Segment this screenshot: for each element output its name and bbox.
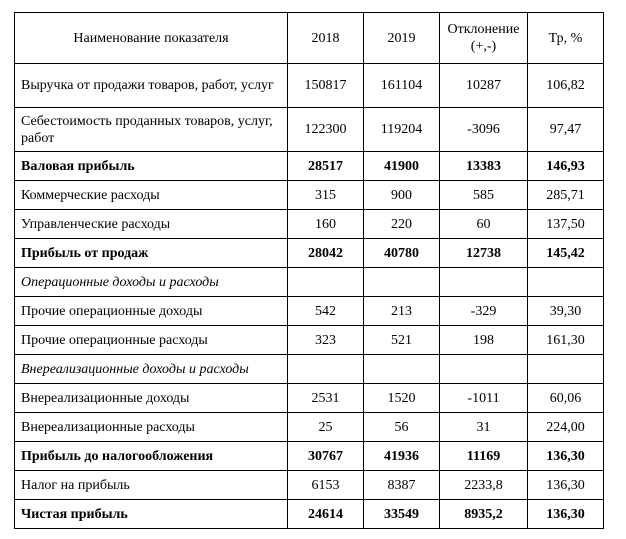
value-2019: 56: [364, 413, 440, 442]
value-deviation: -3096: [440, 108, 528, 152]
value-growth: 39,30: [528, 297, 604, 326]
table-row-total: [15, 500, 604, 529]
value-2019: 8387: [364, 471, 440, 500]
value-2019: 213: [364, 297, 440, 326]
value-2019: 1520: [364, 384, 440, 413]
table-container: [14, 12, 604, 529]
table-row: [15, 210, 604, 239]
header-indicator-name: Наименование показателя: [15, 13, 288, 64]
indicator-name: Прочие операционные расходы: [15, 326, 288, 355]
value-2019: 521: [364, 326, 440, 355]
value-growth: 97,47: [528, 108, 604, 152]
value-growth: 60,06: [528, 384, 604, 413]
value-2019: 220: [364, 210, 440, 239]
table-row: [15, 181, 604, 210]
value-deviation: 10287: [440, 64, 528, 108]
value-deviation: [440, 355, 528, 384]
header-growth-rate: Тр, %: [528, 13, 604, 64]
table-header: [15, 13, 604, 64]
value-2018: 30767: [288, 442, 364, 471]
header-year-2018: 2018: [288, 13, 364, 64]
value-growth: 161,30: [528, 326, 604, 355]
value-deviation: [440, 268, 528, 297]
value-growth: 285,71: [528, 181, 604, 210]
indicator-name: Себестоимость проданных товаров, услуг, работ: [15, 108, 288, 152]
value-deviation: 8935,2: [440, 500, 528, 529]
value-2018: 28517: [288, 152, 364, 181]
indicator-name: Налог на прибыль: [15, 471, 288, 500]
table-row: [15, 471, 604, 500]
financial-results-table: [14, 12, 604, 529]
header-row: [15, 13, 604, 64]
value-2019: 161104: [364, 64, 440, 108]
value-2019: 41900: [364, 152, 440, 181]
value-2018: 6153: [288, 471, 364, 500]
indicator-name: Внереализационные доходы: [15, 384, 288, 413]
value-2018: 315: [288, 181, 364, 210]
value-deviation: 12738: [440, 239, 528, 268]
value-2019: 900: [364, 181, 440, 210]
value-2018: 25: [288, 413, 364, 442]
table-body: [15, 64, 604, 529]
value-2019: 33549: [364, 500, 440, 529]
table-row: [15, 384, 604, 413]
header-deviation: Отклонение (+,-): [440, 13, 528, 64]
value-2019: [364, 355, 440, 384]
value-growth: 106,82: [528, 64, 604, 108]
table-row-subtotal: [15, 152, 604, 181]
indicator-name: Чистая прибыль: [15, 500, 288, 529]
table-row-section: [15, 268, 604, 297]
indicator-name: Прибыль до налогообложения: [15, 442, 288, 471]
indicator-name: Управленческие расходы: [15, 210, 288, 239]
value-deviation: -329: [440, 297, 528, 326]
value-growth: 137,50: [528, 210, 604, 239]
value-deviation: -1011: [440, 384, 528, 413]
indicator-name: Коммерческие расходы: [15, 181, 288, 210]
section-heading: Операционные доходы и расходы: [15, 268, 288, 297]
indicator-name: Прочие операционные доходы: [15, 297, 288, 326]
value-2018: 150817: [288, 64, 364, 108]
table-row: [15, 108, 604, 152]
header-year-2019: 2019: [364, 13, 440, 64]
value-2018: 542: [288, 297, 364, 326]
value-2019: [364, 268, 440, 297]
value-2018: 24614: [288, 500, 364, 529]
value-deviation: 2233,8: [440, 471, 528, 500]
value-deviation: 198: [440, 326, 528, 355]
table-row: [15, 64, 604, 108]
table-row: [15, 297, 604, 326]
value-2018: [288, 355, 364, 384]
value-2019: 119204: [364, 108, 440, 152]
value-2018: 122300: [288, 108, 364, 152]
value-2018: 160: [288, 210, 364, 239]
value-growth: 136,30: [528, 500, 604, 529]
section-heading: Внереализационные доходы и расходы: [15, 355, 288, 384]
value-2018: 2531: [288, 384, 364, 413]
value-deviation: 585: [440, 181, 528, 210]
value-growth: 145,42: [528, 239, 604, 268]
value-growth: 146,93: [528, 152, 604, 181]
indicator-name: Прибыль от продаж: [15, 239, 288, 268]
value-growth: 224,00: [528, 413, 604, 442]
table-row-subtotal: [15, 442, 604, 471]
indicator-name: Выручка от продажи товаров, работ, услуг: [15, 64, 288, 108]
value-2019: 40780: [364, 239, 440, 268]
value-deviation: 31: [440, 413, 528, 442]
value-growth: [528, 268, 604, 297]
indicator-name: Валовая прибыль: [15, 152, 288, 181]
value-growth: 136,30: [528, 442, 604, 471]
value-growth: [528, 355, 604, 384]
value-deviation: 13383: [440, 152, 528, 181]
table-row: [15, 413, 604, 442]
value-deviation: 11169: [440, 442, 528, 471]
indicator-name: Внереализационные расходы: [15, 413, 288, 442]
value-2018: 28042: [288, 239, 364, 268]
value-2018: [288, 268, 364, 297]
table-row-section: [15, 355, 604, 384]
value-deviation: 60: [440, 210, 528, 239]
value-2019: 41936: [364, 442, 440, 471]
table-row-subtotal: [15, 239, 604, 268]
table-row: [15, 326, 604, 355]
value-growth: 136,30: [528, 471, 604, 500]
value-2018: 323: [288, 326, 364, 355]
